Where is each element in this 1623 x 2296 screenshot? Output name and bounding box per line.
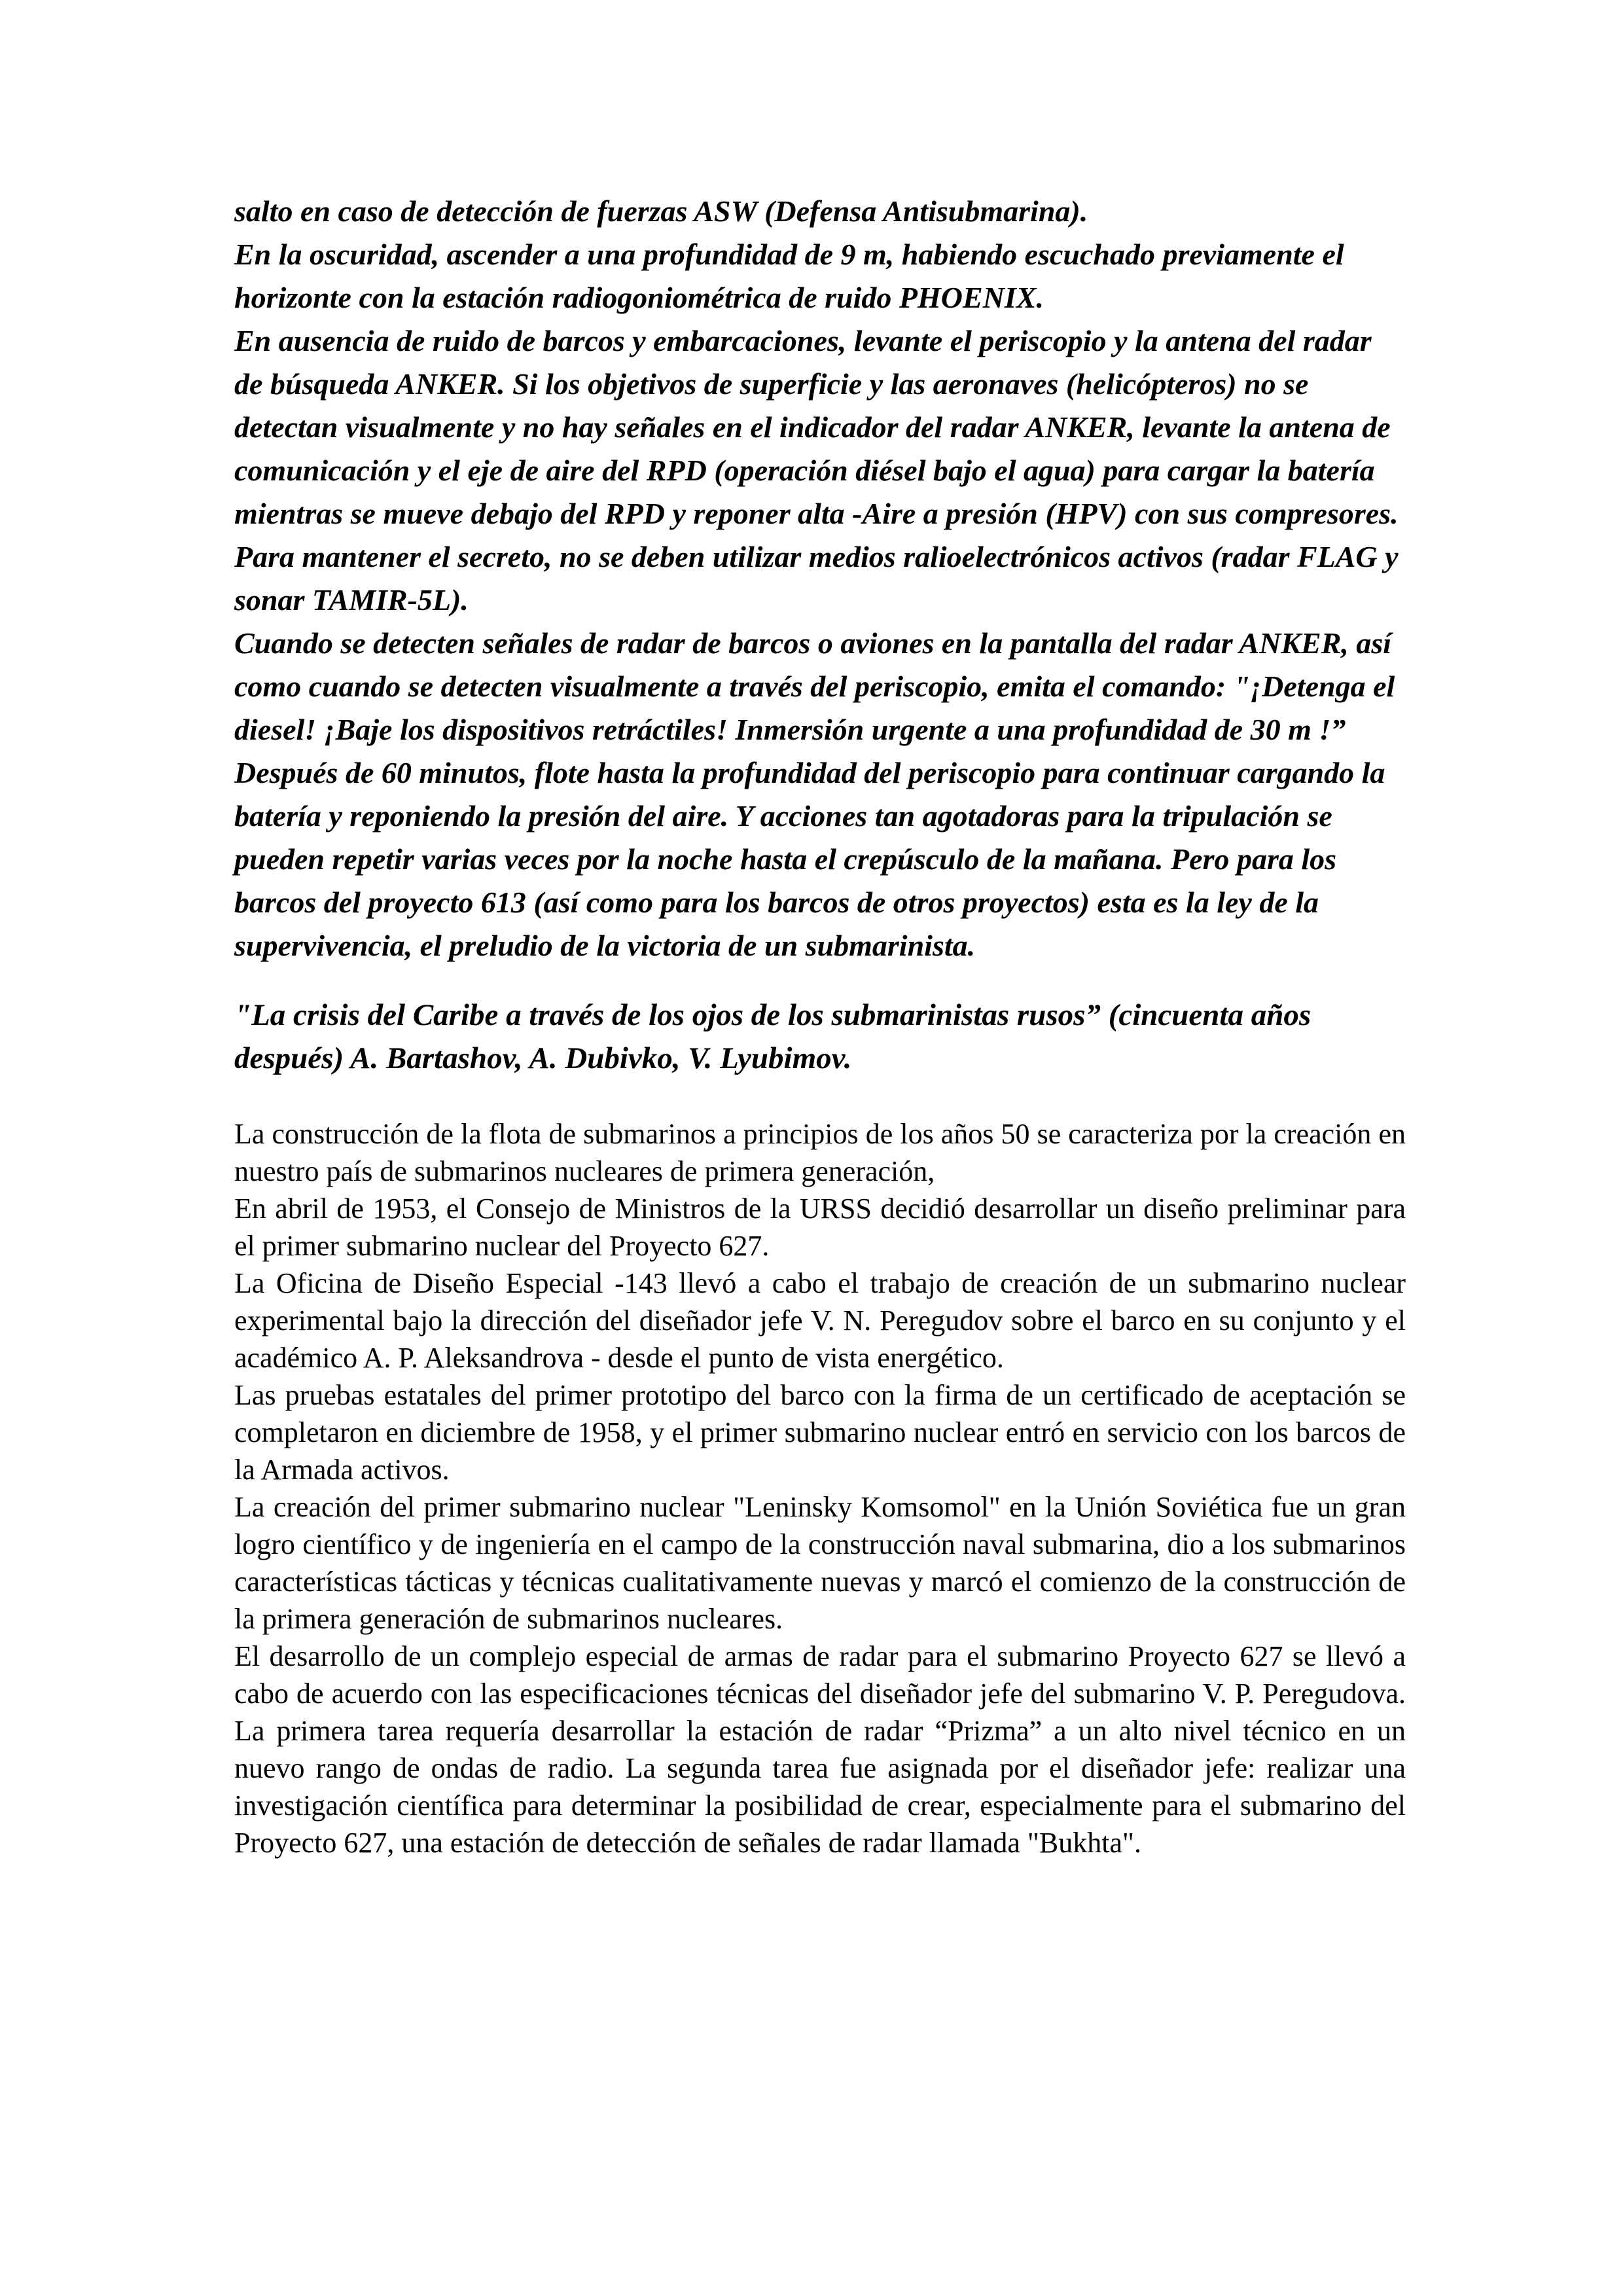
- body-text-block: [234, 1115, 1406, 1861]
- italic-paragraph-periscope: En ausencia de ruido de barcos y embarcaciones, levante el periscopio y la antena del radar de búsqueda ANKER. Si los objetivos de superficie y las aeronaves (helicópteros) no se detectan visualmente y no hay señales en el indicador del radar ANKER, levante la antena de comunicación y el eje de aire del RPD (operación diésel bajo el agua) para cargar la batería mientras se mueve debajo del RPD y reponer alta -Aire a presión (HPV) con sus compresores. Para mantener el secreto, no se deben utilizar medios ralioelectrónicos activos (radar FLAG y sonar TAMIR-5L).: [234, 324, 1399, 617]
- body-paragraph-fleet: La construcción de la flota de submarinos a principios de los años 50 se caracteriza por la creación en nuestro país de submarinos nucleares de primera generación,: [234, 1118, 1406, 1187]
- source-citation: [234, 994, 1406, 1080]
- italic-paragraph-asw: salto en caso de detección de fuerzas ASW (Defensa Antisubmarina).: [234, 194, 1088, 228]
- citation-text: "La crisis del Caribe a través de los ojos de los submarinistas rusos” (cincuenta años después) A. Bartashov, A. Dubivko, V. Lyubimov.: [234, 998, 1311, 1075]
- italic-narrative-block: [234, 190, 1406, 967]
- body-paragraph-leninsky-komsomol: La creación del primer submarino nuclear "Leninsky Komsomol" en la Unión Soviética fue un gran logro científico y de ingeniería en el campo de la construcción naval submarina, dio a los submarinos características tácticas y técnicas cualitativamente nuevas y marcó el comienzo de la construcción de la primera generación de submarinos nucleares.: [234, 1491, 1406, 1635]
- body-paragraph-design-office: La Oficina de Diseño Especial -143 llevó a cabo el trabajo de creación de un submarino nuclear experimental bajo la dirección del diseñador jefe V. N. Peregudov sobre el barco en su conjunto y el académico A. P. Aleksandrova - desde el punto de vista energético.: [234, 1267, 1406, 1374]
- body-paragraph-april-1953: En abril de 1953, el Consejo de Ministros de la URSS decidió desarrollar un diseño preliminar para el primer submarino nuclear del Proyecto 627.: [234, 1193, 1406, 1262]
- italic-paragraph-radar-signals: Cuando se detecten señales de radar de barcos o aviones en la pantalla del radar ANKER, así como cuando se detecten visualmente a través del periscopio, emita el comando: "¡Detenga el diesel! ¡Baje los dispositivos retráctiles! Inmersión urgente a una profundidad de 30 m !”: [234, 626, 1395, 746]
- italic-paragraph-darkness: En la oscuridad, ascender a una profundidad de 9 m, habiendo escuchado previamente el horizonte con la estación radiogoniométrica de ruido PHOENIX.: [234, 238, 1344, 314]
- body-paragraph-radar-complex: El desarrollo de un complejo especial de armas de radar para el submarino Proyecto 627 se llevó a cabo de acuerdo con las especificaciones técnicas del diseñador jefe del submarino V. P. Peregudova. La primera tarea requería desarrollar la estación de radar “Prizma” a un alto nivel técnico en un nuevo rango de ondas de radio. La segunda tarea fue asignada por el diseñador jefe: realizar una investigación científica para determinar la posibilidad de crear, especialmente para el submarino del Proyecto 627, una estación de detección de señales de radar llamada "Bukhta".: [234, 1640, 1406, 1859]
- italic-paragraph-sixty-minutes: Después de 60 minutos, flote hasta la profundidad del periscopio para continuar cargando la batería y reponiendo la presión del aire. Y acciones tan agotadoras para la tripulación se pueden repetir varias veces por la noche hasta el crepúsculo de la mañana. Pero para los barcos del proyecto 613 (así como para los barcos de otros proyectos) esta es la ley de la supervivencia, el preludio de la victoria de un submarinista.: [234, 756, 1385, 962]
- document-page: [234, 190, 1406, 1861]
- body-paragraph-state-tests: Las pruebas estatales del primer prototipo del barco con la firma de un certificado de aceptación se completaron en diciembre de 1958, y el primer submarino nuclear entró en servicio con los barcos de la Armada activos.: [234, 1379, 1406, 1486]
